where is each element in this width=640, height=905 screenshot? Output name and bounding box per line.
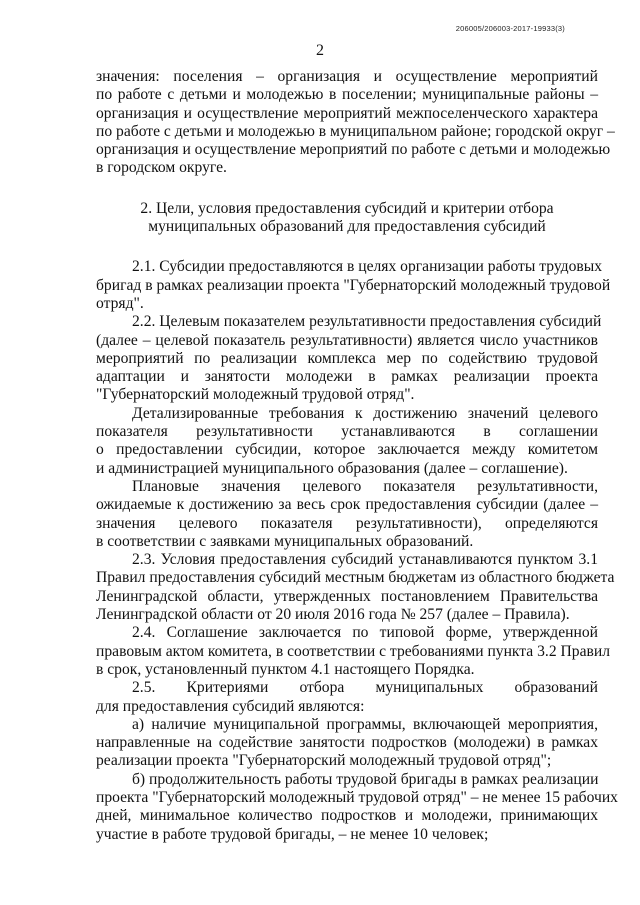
text-line: 2.3. Условия предоставления субсидий устанавливаются пунктом 3.1 xyxy=(132,551,598,569)
text-line: (далее – целевой показатель результативности) является число участников xyxy=(96,331,598,349)
paragraph-2-1 xyxy=(96,258,611,313)
paragraph-2-2 xyxy=(96,313,602,404)
text-line: организация и осуществление мероприятий межпоселенческого характера xyxy=(96,104,598,122)
text-line: направленные на содействие занятости подростков (молодежи) в рамках xyxy=(96,734,598,752)
text-line: ожидаемые к достижению за весь срок предоставления субсидии (далее – xyxy=(96,496,598,514)
text-line: Детализированные требования к достижению значений целевого xyxy=(132,404,598,422)
text-line: "Губернаторский молодежный трудовой отряд". xyxy=(96,386,415,404)
text-line: а) наличие муниципальной программы, включающей мероприятия, xyxy=(132,715,598,733)
text-line: отряд". xyxy=(96,294,144,312)
text-line: проекта "Губернаторский молодежный трудовой отряд" – не менее 15 рабочих xyxy=(96,788,618,806)
text-line: б) продолжительность работы трудовой бригады в рамках реализации xyxy=(132,770,599,788)
text-line: Плановые значения целевого показателя результативности, xyxy=(132,477,598,495)
text-line: в городском округе. xyxy=(96,159,227,177)
text-line: по работе с детьми и молодежью в муниципальном районе; городской округ – xyxy=(96,122,615,140)
intro-paragraph xyxy=(96,68,615,178)
criterion-a xyxy=(96,716,598,771)
text-line: 2.2. Целевым показателем результативности предоставления субсидий xyxy=(132,313,602,331)
criterion-b xyxy=(96,770,618,844)
paragraph-2-5 xyxy=(96,679,598,716)
text-line: о предоставлении субсидии, которое заключается между комитетом xyxy=(96,441,598,459)
heading-line: муниципальных образований для предоставления субсидий xyxy=(148,218,546,236)
paragraph-detailed-requirements xyxy=(96,405,598,478)
paragraph-2-4 xyxy=(96,624,610,679)
text-line: в срок, установленный пунктом 4.1 настоящего Порядка. xyxy=(96,660,475,678)
text-line: Ленинградской области, утвержденных постановлением Правительства xyxy=(96,587,598,605)
document-body xyxy=(96,68,618,844)
text-line: по работе с детьми и молодежью в поселении; муниципальные районы – xyxy=(96,86,598,104)
text-line: Правил предоставления субсидий местным бюджетам из областного бюджета xyxy=(96,569,615,587)
text-line: значения целевого показателя результативности), определяются xyxy=(96,514,598,532)
paragraph-planned-values xyxy=(96,478,598,551)
text-line: 2.4. Соглашение заключается по типовой форме, утвержденной xyxy=(132,624,598,642)
text-line: бригад в рамках реализации проекта "Губернаторский молодежный трудовой xyxy=(96,276,611,294)
text-line: и администрацией муниципального образования (далее – соглашение). xyxy=(96,459,568,477)
page-number: 2 xyxy=(316,42,324,59)
text-line: организация и осуществление мероприятий по работе с детьми и молодежью xyxy=(96,141,611,159)
text-line: 2.1. Субсидии предоставляются в целях организации работы трудовых xyxy=(132,258,602,276)
section-heading xyxy=(96,200,598,237)
text-line: значения: поселения – организация и осуществление мероприятий xyxy=(96,68,598,85)
text-line: мероприятий по реализации комплекса мер по содействию трудовой xyxy=(96,349,598,367)
text-line: 2.5. Критериями отбора муниципальных образований xyxy=(132,679,598,697)
text-line: реализации проекта "Губернаторский молодежный трудовой отряд"; xyxy=(96,752,552,770)
document-registration-number: 206005/206003-2017-19933(3) xyxy=(455,24,565,33)
text-line: адаптации и занятости молодежи в рамках реализации проекта xyxy=(96,368,598,386)
text-line: для предоставления субсидий являются: xyxy=(96,697,365,715)
text-line: в соответствии с заявками муниципальных образований. xyxy=(96,532,474,550)
text-line: правовым актом комитета, в соответствии с требованиями пункта 3.2 Правил xyxy=(96,642,610,660)
text-line: показателя результативности устанавливаются в соглашении xyxy=(96,423,598,441)
heading-line: 2. Цели, условия предоставления субсидий и критерии отбора xyxy=(140,199,554,217)
text-line: дней, минимальное количество подростков и молодежи, принимающих xyxy=(96,807,598,825)
text-line: Ленинградской области от 20 июля 2016 года № 257 (далее – Правила). xyxy=(96,606,570,624)
text-line: участие в работе трудовой бригады, – не менее 10 человек; xyxy=(96,825,489,843)
paragraph-2-3 xyxy=(96,551,615,624)
